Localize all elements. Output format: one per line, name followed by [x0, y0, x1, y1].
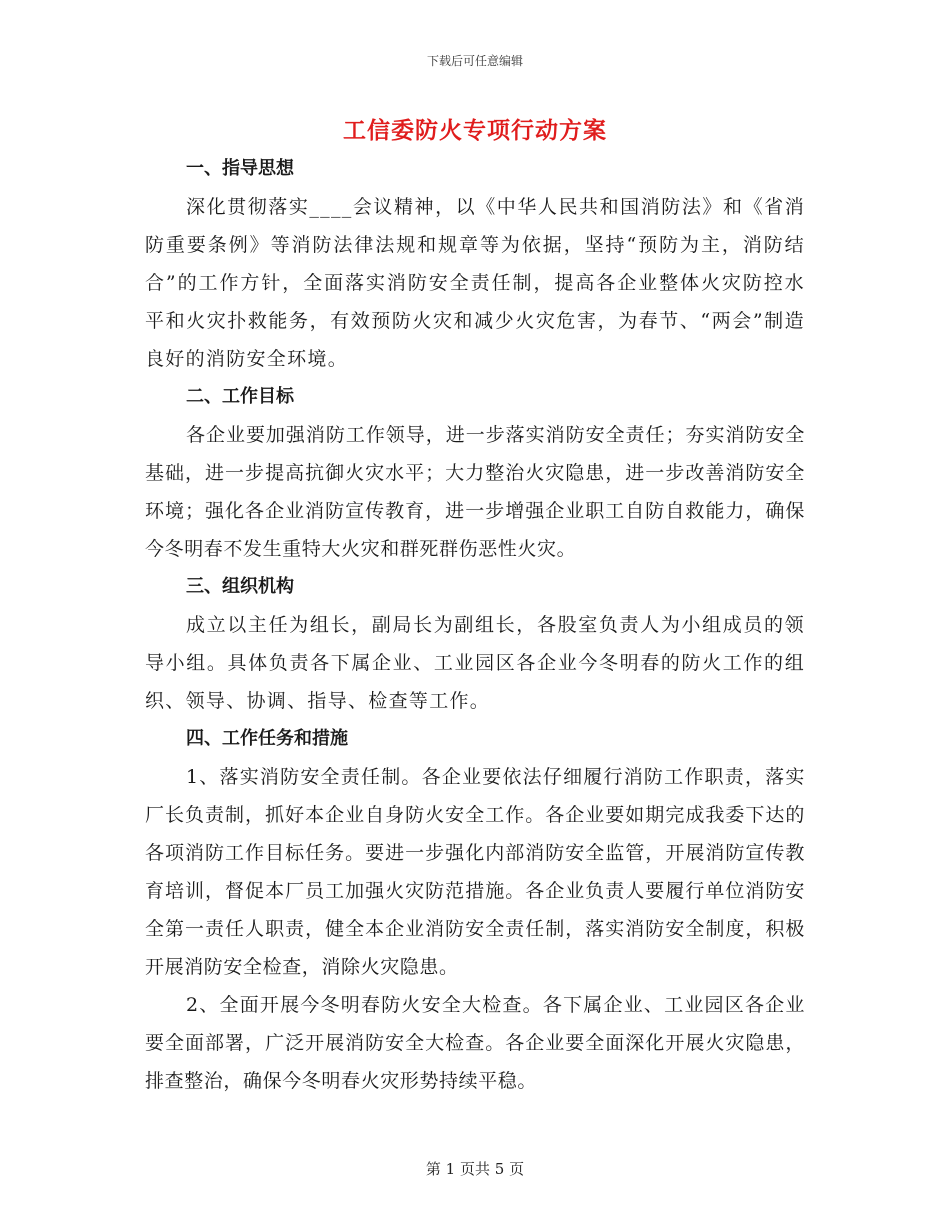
header-note: 下载后可任意编辑: [426, 54, 523, 68]
section-heading: 四、工作任务和措施: [186, 728, 348, 749]
section-heading: 三、组织机构: [186, 576, 294, 597]
document-title: 工信委防火专项行动方案: [343, 117, 607, 144]
section-work-goals: [145, 378, 805, 568]
section-heading: 一、指导思想: [186, 158, 294, 179]
paragraph: 1、落实消防安全责任制。各企业要依法仔细履行消防工作职责，落实厂长负责制，抓好本企业自身防火安全工作。各企业要如期完成我委下达的各项消防工作目标任务。要进一步强化内部消防安全监管，开展消防宣传教育培训，督促本厂员工加强火灾防范措施。各企业负责人要履行单位消防安全第一责任人职责，健全本企业消防安全责任制，落实消防安全制度，积极开展消防安全检查，消除火灾隐患。: [145, 766, 805, 978]
paragraph: 深化贯彻落实____会议精神，以《中华人民共和国消防法》和《省消防重要条例》等消防法律法规和规章等为依据，坚持“预防为主，消防结合”的工作方针，全面落实消防安全责任制，提高各企业整体火灾防控水平和火灾扑救能务，有效预防火灾和减少火灾危害，为春节、“两会”制造良好的消防安全环境。: [145, 196, 805, 370]
paragraph: 各企业要加强消防工作领导，进一步落实消防安全责任；夯实消防安全基础，进一步提高抗御火灾水平；大力整治火灾隐患，进一步改善消防安全环境；强化各企业消防宣传教育，进一步增强企业职工自防自救能力，确保今冬明春不发生重特大火灾和群死群伤恶性火灾。: [145, 424, 805, 560]
section-heading: 二、工作目标: [186, 386, 294, 407]
section-tasks-measures: [145, 720, 805, 1100]
document-body: [145, 150, 805, 1100]
paragraph: 2、全面开展今冬明春防火安全大检查。各下属企业、工业园区各企业要全面部署，广泛开展消防安全大检查。各企业要全面深化开展火灾隐患，排查整治，确保今冬明春火灾形势持续平稳。: [145, 994, 805, 1092]
section-organization: [145, 568, 805, 720]
section-guiding-ideology: [145, 150, 805, 378]
page-footer: 第 1 页共 5 页: [425, 1160, 525, 1178]
paragraph: 成立以主任为组长，副局长为副组长，各股室负责人为小组成员的领导小组。具体负责各下属企业、工业园区各企业今冬明春的防火工作的组织、领导、协调、指导、检查等工作。: [145, 614, 805, 712]
